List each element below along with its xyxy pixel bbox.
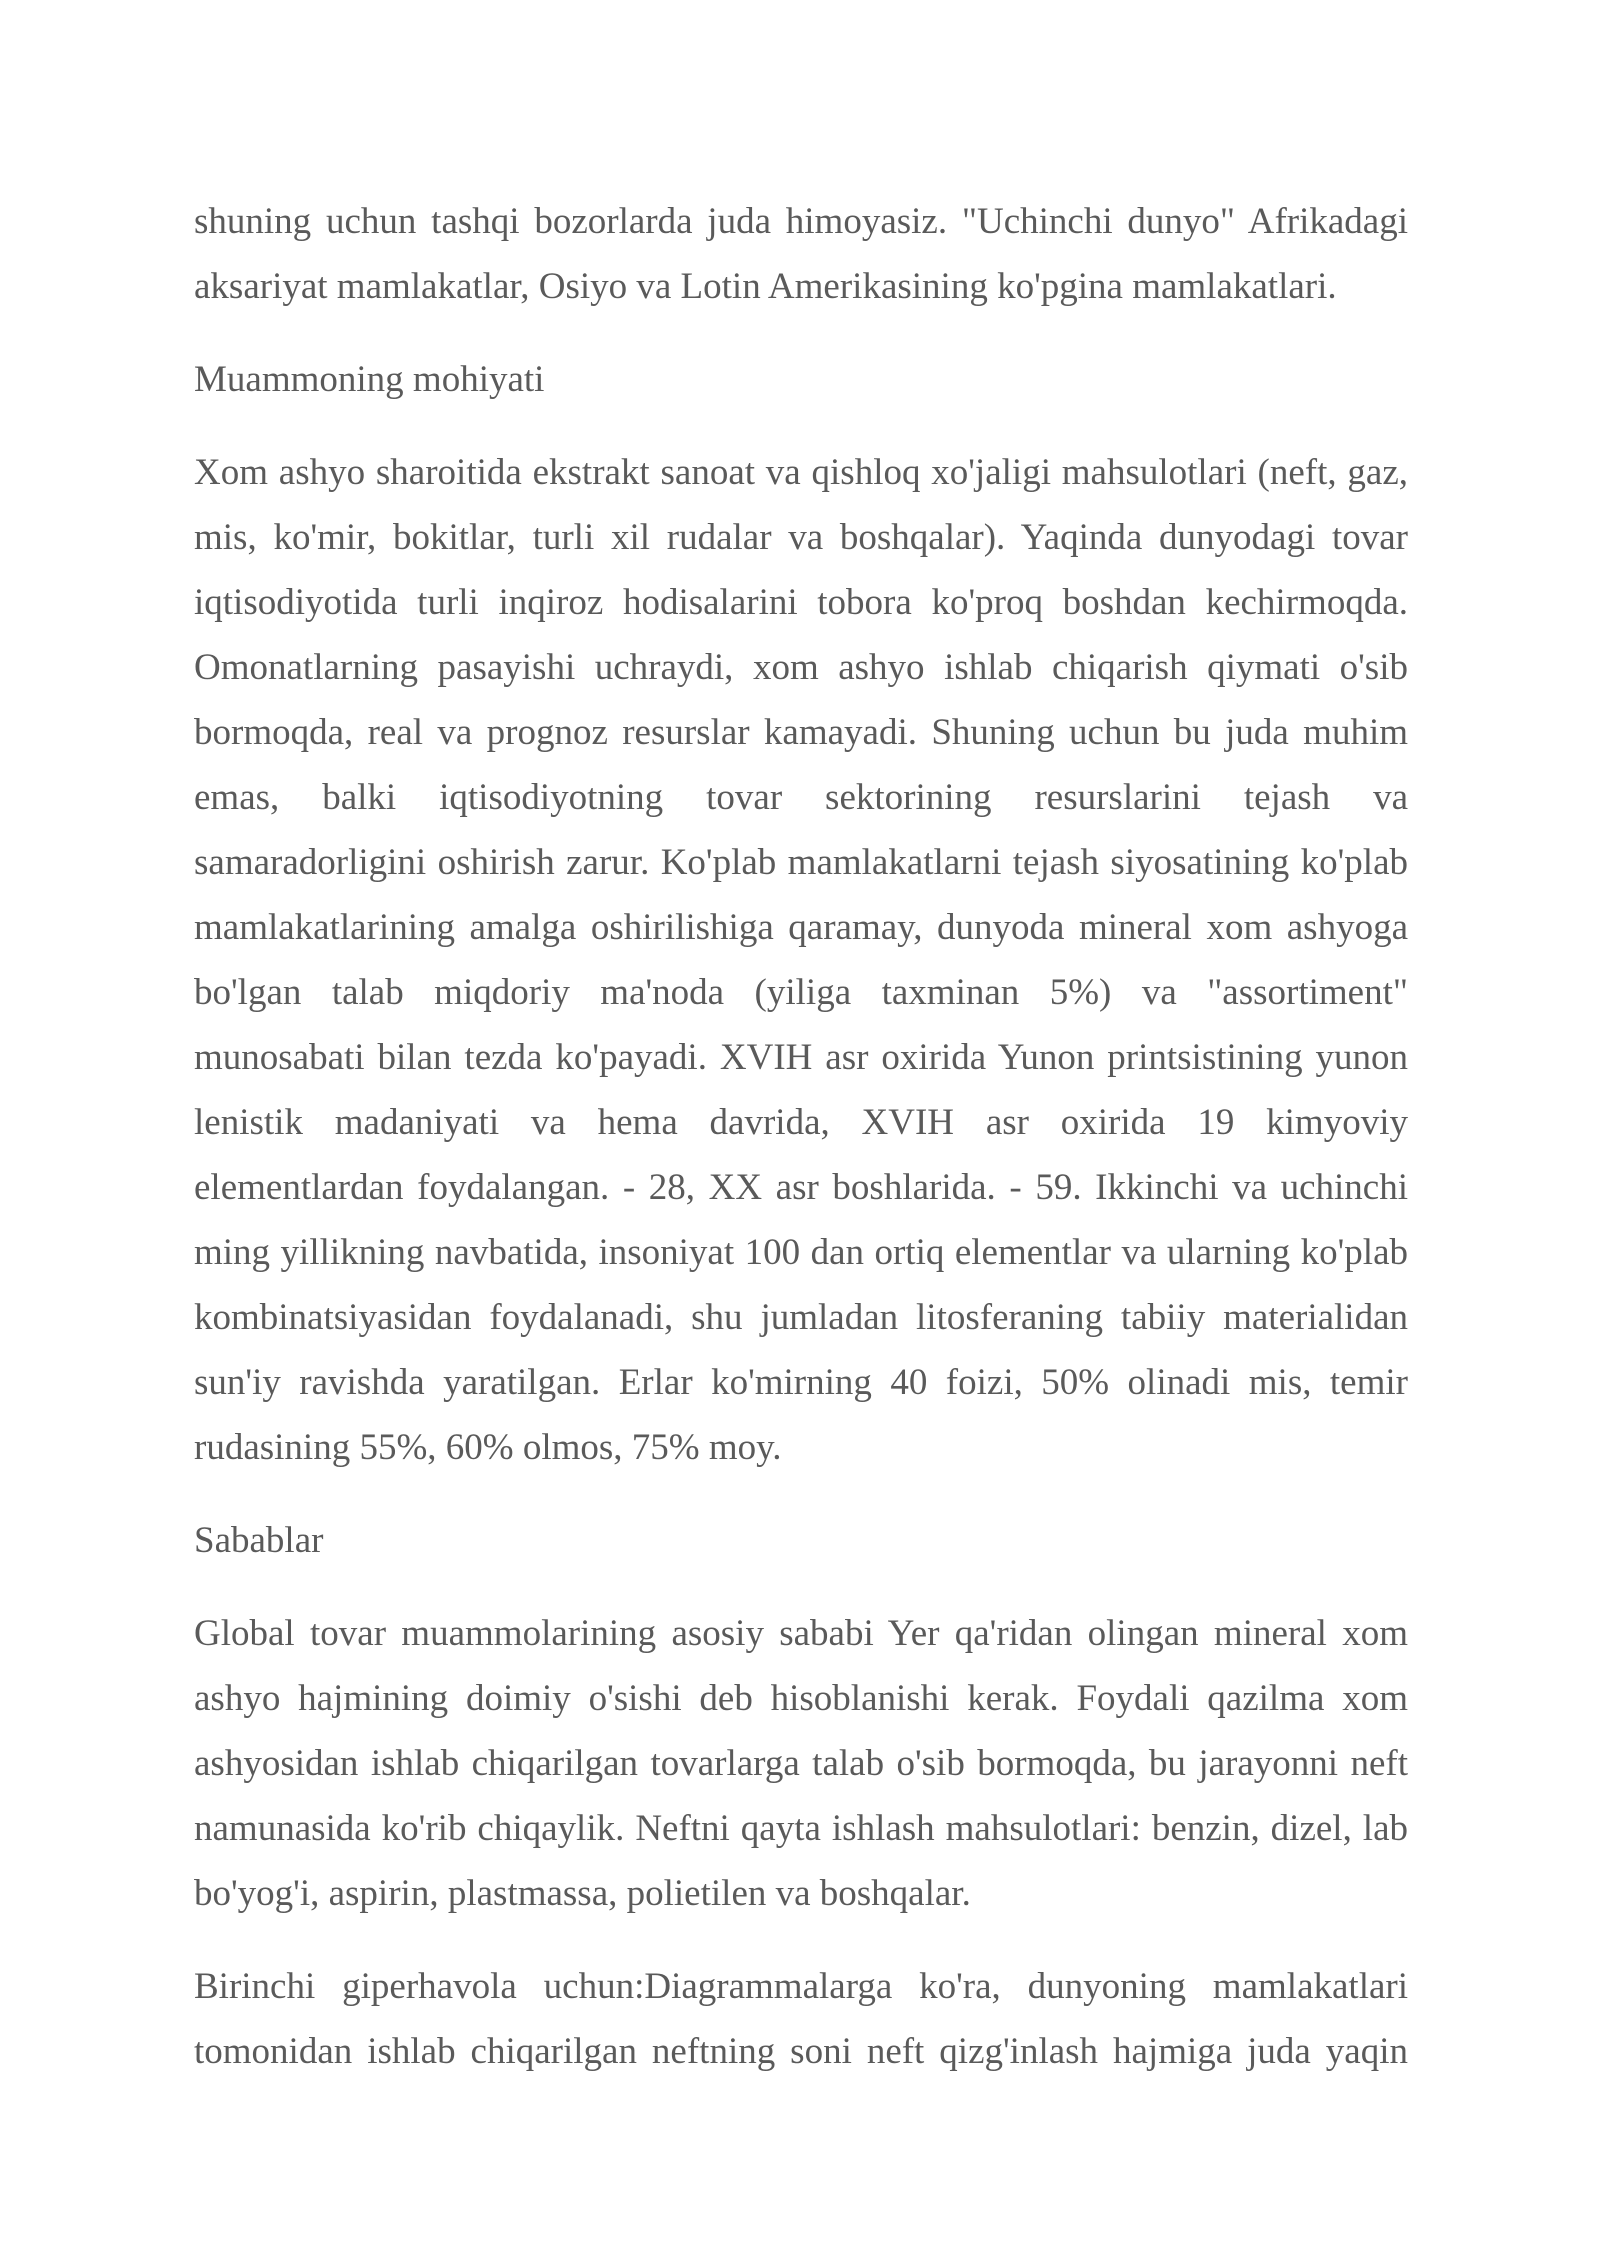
- section-heading-sabablar: Sabablar: [194, 1520, 324, 1561]
- paragraph-intro: shuning uchun tashqi bozorlarda juda himoyasiz. "Uchinchi dunyo" Afrikadagi aksariyat mamlakatlar, Osiyo va Lotin Amerikasining ko'pgina mamlakatlari.: [194, 201, 1408, 307]
- paragraph-birinchi-giperhavola: Birinchi giperhavola uchun:Diagrammalarga ko'ra, dunyoning mamlakatlari tomonidan ishlab chiqarilgan neftning soni neft qizg'inlash hajmiga juda yaqin: [194, 1966, 1408, 2072]
- paragraph-xom-ashyo: Xom ashyo sharoitida ekstrakt sanoat va qishloq xo'jaligi mahsulotlari (neft, gaz, mis, ko'mir, bokitlar, turli xil rudalar va boshqalar). Yaqinda dunyodagi tovar iqtisodiyotida turli inqiroz hodisalarini tobora ko'proq boshdan kechirmoqda. Omonatlarning pasayishi uchraydi, xom ashyo ishlab chiqarish qiymati o'sib bormoqda, real va prognoz resurslar kamayadi. Shuning uchun bu juda muhim emas, balki iqtisodiyotning tovar sektorining resurslarini tejash va samaradorligini oshirish zarur. Ko'plab mamlakatlarni tejash siyosatining ko'plab mamlakatlarining amalga oshirilishiga qaramay, dunyoda mineral xom ashyoga bo'lgan talab miqdoriy ma'noda (yiliga taxminan 5%) va "assortiment" munosabati bilan tezda ko'payadi. XVIH asr oxirida Yunon printsistining yunon lenistik madaniyati va hema davrida, XVIH asr oxirida 19 kimyoviy elementlardan foydalangan. - 28, XX asr boshlarida. - 59. Ikkinchi va uchinchi ming yillikning navbatida, insoniyat 100 dan ortiq elementlar va ularning ko'plab kombinatsiyasidan foydalanadi, shu jumladan litosferaning tabiiy materialidan sun'iy ravishda yaratilgan. Erlar ko'mirning 40 foizi, 50% olinadi mis, temir rudasining 55%, 60% olmos, 75% moy.: [194, 452, 1408, 1468]
- document-page: [194, 189, 1408, 2112]
- paragraph-global-tovar: Global tovar muammolarining asosiy sababi Yer qa'ridan olingan mineral xom ashyo hajmining doimiy o'sishi deb hisoblanishi kerak. Foydali qazilma xom ashyosidan ishlab chiqarilgan tovarlarga talab o'sib bormoqda, bu jarayonni neft namunasida ko'rib chiqaylik. Neftni qayta ishlash mahsulotlari: benzin, dizel, lab bo'yog'i, aspirin, plastmassa, polietilen va boshqalar.: [194, 1613, 1408, 1914]
- section-heading-muammoning-mohiyati: Muammoning mohiyati: [194, 359, 545, 400]
